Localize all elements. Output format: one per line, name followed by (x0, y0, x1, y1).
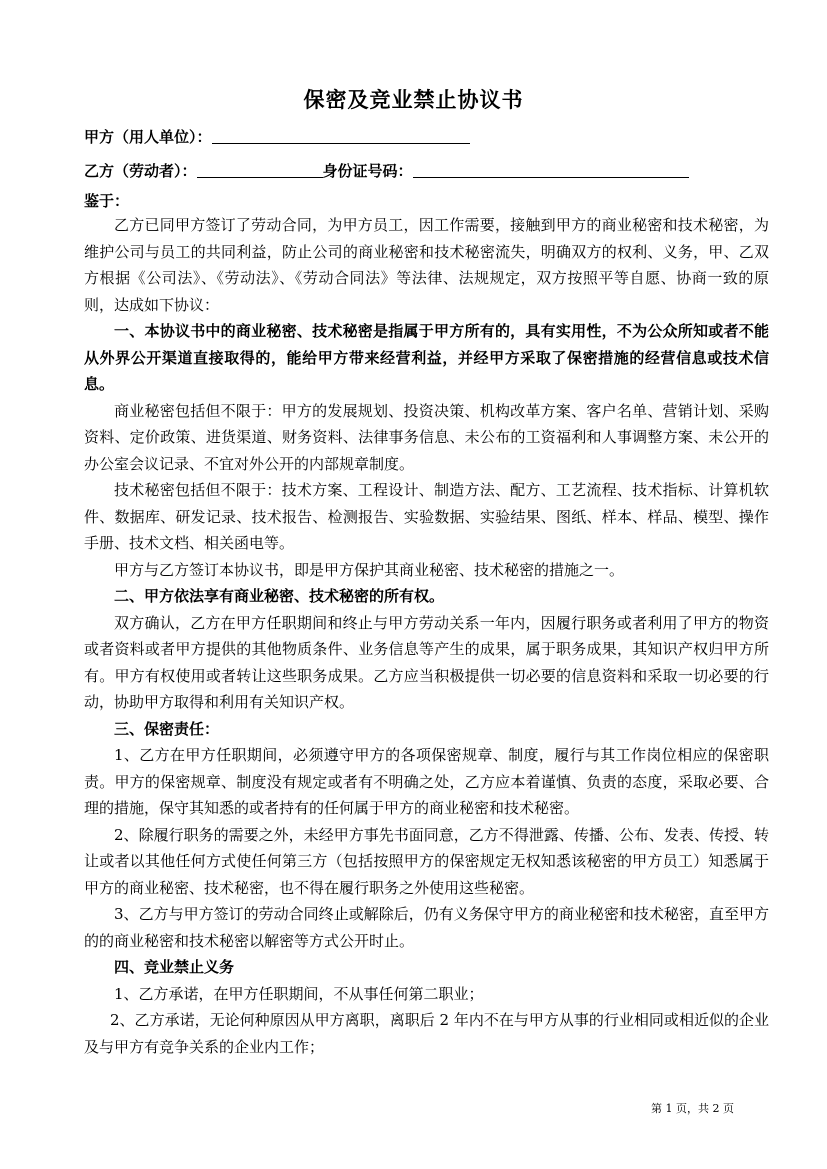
document-title: 保密及竞业禁止协议书 (303, 87, 524, 112)
whereas-heading: 鉴于： (84, 192, 130, 210)
party-b-blank[interactable] (197, 163, 323, 178)
paragraph: 双方确认，乙方在甲方任职期间和终止与甲方劳动关系一年内，因履行职务或者利用了甲方的物资或者资料或者甲方提供的其他物质条件、业务信息等产生的成果，属于职务成果，其知识产权归甲方所有。甲方有权使用或者转让这些职务成果。乙方应当积极提供一切必要的信息资料和采取一切必要的行动，协助甲方取得和利用有关知识产权。 (84, 613, 769, 711)
paragraph: 2、除履行职务的需要之外，未经甲方事先书面同意，乙方不得泄露、传播、公布、发表、传授、转让或者以其他任何方式使任何第三方（包括按照甲方的保密规定无权知悉该秘密的甲方员工）知悉属于甲方的商业秘密、技术秘密，也不得在履行职务之外使用这些秘密。 (84, 825, 769, 897)
document-body (84, 212, 769, 1060)
page-number: 第 1 页，共 2 页 (651, 1102, 734, 1115)
paragraph: 1、乙方承诺，在甲方任职期间，不从事任何第二职业； (114, 984, 484, 1003)
section-3-heading: 三、保密责任： (114, 719, 220, 738)
party-a-line (84, 126, 470, 147)
paragraph: 乙方已同甲方签订了劳动合同，为甲方员工，因工作需要，接触到甲方的商业秘密和技术秘密，为维护公司与员工的共同利益，防止公司的商业秘密和技术秘密流失，明确双方的权利、义务，甲、乙双方根据《公司法》、《劳动法》、《劳动合同法》等法律、法规规定，双方按照平等自愿、协商一致的原则，达成如下协议： (84, 216, 769, 314)
party-a-blank[interactable] (212, 129, 470, 144)
section-1-paragraph: 一、本协议书中的商业秘密、技术秘密是指属于甲方所有的，具有实用性，不为公众所知或者不能从外界公开渠道直接取得的，能给甲方带来经营利益，并经甲方采取了保密措施的经营信息或技术信息。 (84, 322, 769, 393)
paragraph: 甲方与乙方签订本协议书，即是甲方保护其商业秘密、技术秘密的措施之一。 (114, 560, 625, 579)
section-4-heading: 四、竞业禁止义务 (114, 958, 235, 976)
id-number-label: 身份证号码： (322, 162, 413, 180)
section-2-heading: 二、甲方依法享有商业秘密、技术秘密的所有权。 (114, 587, 445, 605)
party-b-line (84, 160, 689, 181)
paragraph: 3、乙方与甲方签订的劳动合同终止或解除后，仍有义务保守甲方的商业秘密和技术秘密，直至甲方的的商业秘密和技术秘密以解密等方式公开时止。 (84, 905, 769, 950)
party-a-label: 甲方（用人单位）： (84, 128, 212, 146)
party-b-label: 乙方（劳动者）： (84, 162, 197, 180)
paragraph: 商业秘密包括但不限于：甲方的发展规划、投资决策、机构改革方案、客户名单、营销计划、采购资料、定价政策、进货渠道、财务资料、法律事务信息、未公布的工资福利和人事调整方案、未公开的办公室会议记录、不宜对外公开的内部规章制度。 (84, 401, 769, 473)
id-number-blank[interactable] (413, 163, 689, 178)
paragraph: 2、乙方承诺，无论何种原因从甲方离职，离职后 2 年内不在与甲方从事的行业相同或相近似的企业及与甲方有竞争关系的企业内工作； (84, 1011, 769, 1056)
paragraph: 1、乙方在甲方任职期间，必须遵守甲方的各项保密规章、制度，履行与其工作岗位相应的保密职责。甲方的保密规章、制度没有规定或者有不明确之处，乙方应本着谨慎、负责的态度，采取必要、合理的措施，保守其知悉的或者持有的任何属于甲方的商业秘密和技术秘密。 (84, 746, 769, 817)
paragraph: 技术秘密包括但不限于：技术方案、工程设计、制造方法、配方、工艺流程、技术指标、计算机软件、数据库、研发记录、技术报告、检测报告、实验数据、实验结果、图纸、样本、样品、模型、操作手册、技术文档、相关函电等。 (84, 481, 769, 552)
